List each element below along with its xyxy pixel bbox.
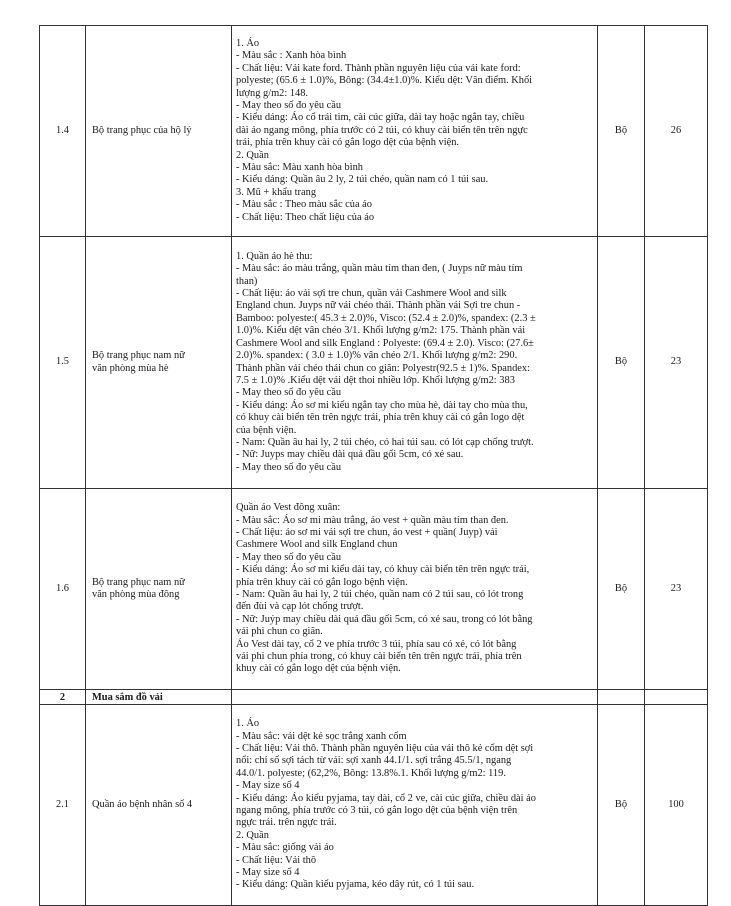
specification-table bbox=[39, 25, 708, 906]
item-unit: Bộ bbox=[598, 237, 645, 489]
description-line: - Màu sắc : Theo màu sắc của áo bbox=[236, 199, 372, 211]
description-line: polyeste; (65.6 ± 1.0)%, Bông: (34.4±1.0)%. Kiểu dệt: Vân điểm. Khối bbox=[236, 75, 533, 87]
description-line: trái, phía trên khuy cài có gắn logo dệt của bệnh viện. bbox=[236, 137, 460, 149]
item-name-line: Bộ trang phục nam nữ bbox=[92, 350, 185, 362]
description-line: - Kiểu dáng: Áo sơ mi kiểu dài tay, có khuy cài biển tên trên ngực trái, bbox=[236, 564, 530, 576]
description-line: Cashmere Wool and silk England : Polyeste: (69.4 ± 2.0). Visco: (27.6± bbox=[236, 337, 534, 349]
description-line: - May theo số đo yêu cầu bbox=[236, 387, 342, 399]
description-line: 7.5 ± 1.0)% .Kiểu dệt vải dệt thoi nhiều lớp. Khối lượng g/m2: 383 bbox=[236, 374, 515, 386]
item-name bbox=[86, 237, 232, 489]
description-line: Áo Vest dài tay, cổ 2 ve phía trước 3 túi, phía sau có xẻ, có lót bằng bbox=[236, 638, 517, 650]
item-name-line: Bộ trang phục nam nữ bbox=[92, 576, 185, 588]
item-number: 2.1 bbox=[40, 705, 86, 906]
description-line: - Chất liệu: Vải kate ford. Thành phần nguyên liệu của vải kate ford: bbox=[236, 62, 521, 74]
description-line: dài áo ngang mông, phía trước có 2 túi, có khuy cài biển tên trên ngực bbox=[236, 124, 528, 136]
description-line: - Kiểu dáng: Áo sơ mi kiểu ngắn tay cho mùa hè, dài tay cho mùa thu, bbox=[236, 399, 528, 411]
description-line: Cashmere Wool and silk England chun bbox=[236, 539, 398, 551]
item-unit: Bộ bbox=[598, 705, 645, 906]
item-name-line: văn phòng mùa đông bbox=[92, 589, 180, 600]
description-line: England chun. Juyps nữ vải chéo thái. Thành phần vải Sợi tre chun - bbox=[236, 300, 521, 312]
item-name-line: Quần áo bệnh nhân số 4 bbox=[92, 798, 193, 810]
description-line: 1.0)%. Kiểu dệt vân chéo 3/1. Khối lượng g/m2: 175. Thành phần vải bbox=[236, 325, 526, 337]
section-empty-cell bbox=[232, 690, 598, 705]
section-row bbox=[40, 690, 708, 705]
table-row bbox=[40, 26, 708, 237]
description-line: Thành phần vải chéo thái chun co giãn: Polyestr(92.5 ± 1)%. Spandex: bbox=[236, 362, 530, 374]
description-line: - Nữ: Juýp may chiều dài quá đầu gối 5cm, có xẻ sau, trong có lót bằng bbox=[236, 613, 533, 625]
table-body bbox=[40, 26, 708, 906]
item-description bbox=[232, 26, 598, 237]
description-line: - May theo số đo yêu cầu bbox=[236, 551, 342, 563]
description-line: ngang mông, phía trước có 3 túi, có gắn logo dệt của bệnh viện trên bbox=[236, 805, 518, 816]
description-line: có khuy cài biển tên trên ngực trái, phía trên khuy cài có gắn logo dệt bbox=[236, 412, 525, 424]
description-line: Bamboo: polyeste:( 45.3 ± 2.0)%, Visco: (52.4 ± 2.0)%, spandex: (2.3 ± bbox=[236, 312, 536, 324]
item-description bbox=[232, 237, 598, 489]
item-quantity: 100 bbox=[645, 705, 708, 906]
description-line: - Màu sắc: áo màu trắng, quần màu tím than đen, ( Juyps nữ màu tím bbox=[236, 263, 523, 275]
description-line: 3. Mũ + khẩu trang bbox=[236, 186, 317, 198]
description-line: khuy cài có gắn logo dệt của bệnh viện. bbox=[236, 663, 401, 675]
description-line: - May theo số đo yêu cầu bbox=[236, 461, 342, 473]
description-line: - Kiểu dáng: Quần kiểu pyjama, kéo dây rút, có 1 túi sau. bbox=[236, 879, 475, 891]
description-line: - Chất liệu: Vải thô. Thành phần nguyên liệu của vải thô kẻ cốm dệt sợi bbox=[236, 742, 534, 754]
description-line: vải phi chun phía trong, có khuy cài biển tên trên ngực trái, phía trên bbox=[236, 651, 522, 663]
item-unit: Bộ bbox=[598, 26, 645, 237]
item-quantity: 23 bbox=[645, 489, 708, 690]
description-line: lượng g/m2: 148. bbox=[236, 87, 309, 99]
description-line: đến đùi và cạp lót chống trượt. bbox=[236, 601, 364, 613]
section-empty-cell bbox=[645, 690, 708, 705]
section-title: Mua sắm đồ vải bbox=[86, 690, 232, 705]
description-line: phía trên khuy cài có gắn logo bệnh viện. bbox=[236, 576, 408, 588]
item-number: 1.5 bbox=[40, 237, 86, 489]
item-name bbox=[86, 705, 232, 906]
description-line: 2.0)%. spandex: ( 3.0 ± 1.0)% vân chéo 2/1. Khối lượng g/m2: 290. bbox=[236, 350, 518, 362]
description-line: - Kiểu dáng: Áo cổ trái tim, cài cúc giữa, dài tay hoặc ngắn tay, chiều bbox=[236, 112, 525, 124]
description-line: 1. Áo bbox=[236, 37, 260, 49]
description-line: vải phi chun co giãn. bbox=[236, 626, 323, 638]
description-line: - Nam: Quần âu hai ly, 2 túi chéo, quần nam có 2 túi sau, có lót trong bbox=[236, 589, 524, 600]
description-line: - Màu sắc: vải dệt kẻ sọc trắng xanh cốm bbox=[236, 730, 407, 742]
table-row bbox=[40, 705, 708, 906]
item-number: 1.6 bbox=[40, 489, 86, 690]
item-name-line: văn phòng mùa hè bbox=[92, 362, 169, 374]
description-line: - Chất liệu: Vải thô bbox=[236, 854, 317, 866]
description-line: - Màu sắc : Xanh hòa bình bbox=[236, 50, 347, 62]
item-description bbox=[232, 489, 598, 690]
description-line: 1. Quần áo hè thu: bbox=[236, 250, 313, 262]
description-line: - May size số 4 bbox=[236, 867, 300, 879]
description-line: - May theo số đo yêu cầu bbox=[236, 99, 342, 111]
description-line: - Màu sắc: Áo sơ mi màu trắng, áo vest + quần màu tím than đen. bbox=[236, 514, 509, 526]
description-line: - May size số 4 bbox=[236, 780, 300, 792]
item-name bbox=[86, 489, 232, 690]
item-description bbox=[232, 705, 598, 906]
description-line: nổi: chỉ số sợi tách từ vải: sợi xanh 44.1/1. sợi trắng 45.5/1, ngang bbox=[236, 755, 512, 767]
description-line: 2. Quần bbox=[236, 829, 269, 841]
description-line: - Màu sắc: Màu xanh hòa bình bbox=[236, 162, 363, 174]
description-line: của bệnh viện. bbox=[236, 424, 297, 436]
section-number: 2 bbox=[40, 690, 86, 705]
description-line: 2. Quần bbox=[236, 149, 269, 161]
item-quantity: 26 bbox=[645, 26, 708, 237]
description-line: - Kiểu dáng: Quần âu 2 ly, 2 túi chéo, quần nam có 1 túi sau. bbox=[236, 174, 489, 186]
description-line: than) bbox=[236, 275, 258, 287]
description-line: - Màu sắc: giống vải áo bbox=[236, 842, 334, 854]
description-line: ngực trái. trên ngực trái. bbox=[236, 817, 337, 829]
description-line: 44.0/1. polyeste; (62,2%, Bông: 13.8%.1. Khối lượng g/m2: 119. bbox=[236, 767, 506, 779]
item-unit: Bộ bbox=[598, 489, 645, 690]
section-empty-cell bbox=[598, 690, 645, 705]
item-number: 1.4 bbox=[40, 26, 86, 237]
description-line: Quần áo Vest đông xuân: bbox=[236, 502, 341, 514]
description-line: 1. Áo bbox=[236, 718, 260, 730]
description-line: - Chất liệu: áo vải sợi tre chun, quần vải Cashmere Wool and silk bbox=[236, 288, 507, 300]
description-line: - Chất liệu: Theo chất liệu của áo bbox=[236, 211, 375, 223]
table-row bbox=[40, 489, 708, 690]
table-row bbox=[40, 237, 708, 489]
item-quantity: 23 bbox=[645, 237, 708, 489]
description-line: - Nam: Quần âu hai ly, 2 túi chéo, có hai túi sau. có lót cạp chống trượt. bbox=[236, 436, 534, 448]
item-name bbox=[86, 26, 232, 237]
description-line: - Nữ: Juyps may chiều dài quá đầu gối 5cm, có xẻ sau. bbox=[236, 449, 464, 461]
description-line: - Chất liệu: áo sơ mi vải sợi tre chun, áo vest + quần( Juyp) vải bbox=[236, 526, 498, 538]
description-line: - Kiểu dáng: Áo kiểu pyjama, tay dài, cổ 2 ve, cài cúc giữa, chiều dài áo bbox=[236, 792, 536, 804]
item-name-line: Bộ trang phục của hộ lý bbox=[92, 124, 192, 136]
